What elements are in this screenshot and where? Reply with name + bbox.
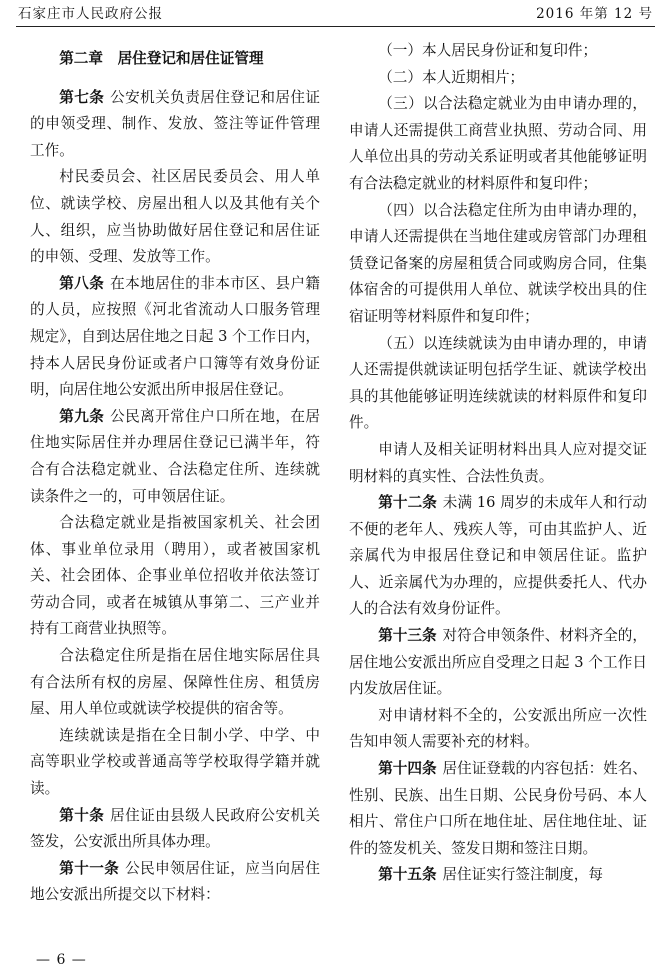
article-label: 第十五条 (378, 866, 437, 884)
article-12 (349, 490, 647, 623)
article-8 (30, 271, 320, 404)
article-14 (349, 756, 647, 862)
article-label: 第七条 (59, 88, 105, 106)
list-item: （二）本人近期相片； (378, 68, 525, 86)
article-text: 公民申领居住证，应当向居住地公安派出所提交以下材料： (30, 859, 320, 904)
page-header (16, 4, 655, 27)
article-text: 公民离开常住户口所在地，在居住地实际居住并办理居住登记已满半年，符合有合法稳定就业、合法稳定住所、连续就读条件之一的，可申领居住证。 (30, 407, 320, 505)
right-column (349, 38, 647, 889)
article-label: 第十一条 (59, 859, 120, 877)
article-text: 居住证由县级人民政府公安机关签发，公安派出所具体办理。 (30, 806, 320, 851)
article-15 (349, 862, 647, 889)
article-label: 第九条 (59, 407, 105, 425)
article-label: 第十三条 (378, 627, 437, 645)
article-text: 居住证实行签注制度，每 (442, 866, 603, 884)
list-item: （四）以合法稳定住所为由申请办理的，申请人还需提供在当地住建或房管部门办理租赁登记备案的房屋租赁合同或购房合同，住集体宿舍的可提供用人单位、就读学校出具的住宿证明等材料原件和复印件； (349, 201, 647, 325)
paragraph: 申请人及相关证明材料出具人应对提交证明材料的真实性、合法性负责。 (349, 440, 647, 485)
list-item: （五）以连续就读为由申请办理的，申请人还需提供就读证明包括学生证、就读学校出具的其他能够证明连续就读的材料原件和复印件。 (349, 334, 647, 432)
issue-number: 2016 年第 12 号 (536, 6, 653, 22)
paragraph: 连续就读是指在全日制小学、中学、中高等职业学校或普通高等学校取得学籍并就读。 (30, 726, 320, 798)
article-11 (30, 856, 320, 909)
list-item: （一）本人居民身份证和复印件； (378, 42, 598, 59)
left-column (30, 38, 320, 909)
article-text: 居住证登载的内容包括：姓名、性别、民族、出生日期、公民身份号码、本人相片、常住户口所在地住址、居住地住址、证件的签发机关、签发日期和签注日期。 (349, 760, 647, 857)
article-text: 公安机关负责居住登记和居住证的申领受理、制作、发放、签注等证件管理工作。 (30, 88, 320, 159)
article-label: 第十四条 (378, 760, 437, 778)
article-7 (30, 85, 320, 165)
article-9 (30, 404, 320, 510)
chapter-title: 第二章 居住登记和居住证管理 (59, 50, 264, 67)
article-label: 第十二条 (378, 494, 437, 512)
article-text: 对符合申领条件、材料齐全的，居住地公安派出所应自受理之日起 3 个工作日内发放居住证。 (349, 627, 647, 698)
article-text: 在本地居住的非本市区、县户籍的人员，应按照《河北省流动人口服务管理规定》，自到达居住地之日起 3 个工作日内，持本人居民身份证或者户口簿等有效身份证明，向居住地公安派出所申报居住登记。 (30, 274, 320, 399)
article-text: 未满 16 周岁的未成年人和行动不便的老年人、残疾人等，可由其监护人、近亲属代为申报居住登记和申领居住证。监护人、近亲属代为办理的，应提供委托人、代办人的合法有效身份证件。 (349, 494, 647, 618)
article-label: 第八条 (59, 274, 105, 292)
article-label: 第十条 (59, 806, 105, 824)
publication-title: 石家庄市人民政府公报 (18, 6, 163, 22)
page-number: — 6 — (36, 952, 87, 968)
paragraph: 合法稳定就业是指被国家机关、社会团体、事业单位录用（聘用），或者被国家机关、社会团体、企事业单位招收并依法签订劳动合同，或者在城镇从事第二、三产业并持有工商营业执照等。 (30, 514, 320, 638)
list-item: （三）以合法稳定就业为由申请办理的，申请人还需提供工商营业执照、劳动合同、用人单位出具的劳动关系证明或者其他能够证明有合法稳定就业的材料原件和复印件； (349, 95, 647, 192)
paragraph: 对申请材料不全的，公安派出所应一次性告知申领人需要补充的材料。 (349, 706, 647, 751)
paragraph: 合法稳定住所是指在居住地实际居住具有合法所有权的房屋、保障性住房、租赁房屋、用人单位或就读学校提供的宿舍等。 (30, 647, 320, 718)
article-13 (349, 623, 647, 703)
article-10 (30, 803, 320, 856)
paragraph: 村民委员会、社区居民委员会、用人单位、就读学校、房屋出租人以及其他有关个人、组织，应当协助做好居住登记和居住证的申领、受理、发放等工作。 (30, 168, 320, 266)
